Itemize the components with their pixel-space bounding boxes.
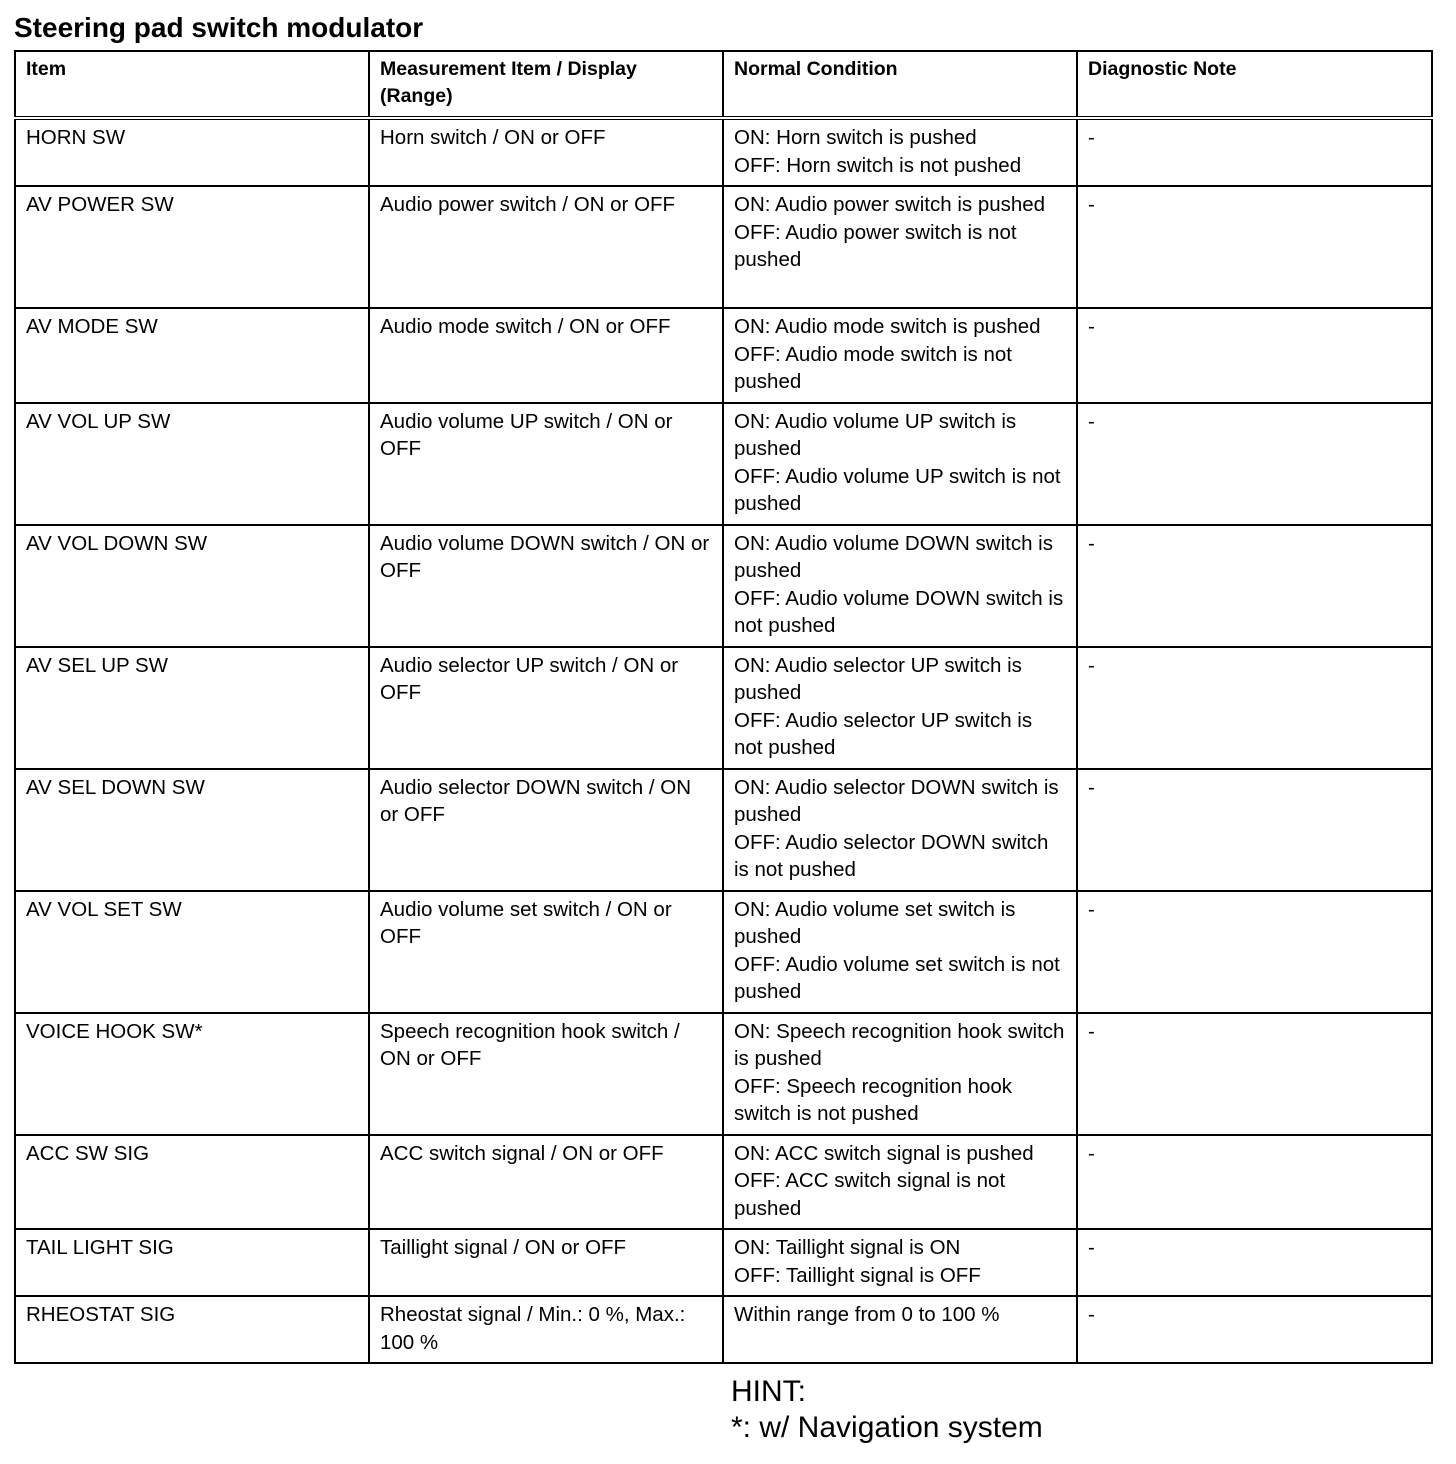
- cell-item: TAIL LIGHT SIG: [15, 1229, 369, 1296]
- normal-condition-on: ON: Audio volume set switch is pushed: [734, 897, 1016, 948]
- cell-normal-condition: [723, 1135, 1077, 1230]
- normal-condition-on: ON: Audio volume UP switch is pushed: [734, 409, 1017, 460]
- cell-diagnostic-note: -: [1077, 769, 1432, 891]
- normal-condition-off: OFF: Audio power switch is not pushed: [734, 220, 1017, 271]
- cell-item: RHEOSTAT SIG: [15, 1296, 369, 1363]
- hint-text: *: w/ Navigation system: [731, 1411, 1043, 1444]
- cell-measurement: Audio selector DOWN switch / ON or OFF: [369, 769, 723, 891]
- cell-diagnostic-note: -: [1077, 118, 1432, 186]
- table-row: [15, 1296, 1432, 1363]
- cell-normal-condition: [723, 308, 1077, 403]
- table-row: [15, 403, 1432, 525]
- table-row: [15, 186, 1432, 308]
- table-row: [15, 525, 1432, 647]
- normal-condition-off: OFF: Horn switch is not pushed: [734, 153, 1022, 177]
- header-measurement: Measurement Item / Display (Range): [369, 51, 723, 118]
- cell-item: AV SEL UP SW: [15, 647, 369, 769]
- table-row: [15, 891, 1432, 1013]
- normal-condition-on: ON: ACC switch signal is pushed: [734, 1141, 1034, 1165]
- cell-measurement: Speech recognition hook switch / ON or OFF: [369, 1013, 723, 1135]
- table-row: [15, 647, 1432, 769]
- cell-item: AV POWER SW: [15, 186, 369, 308]
- data-list-table: [14, 50, 1433, 1364]
- hint-label: HINT:: [731, 1375, 806, 1408]
- cell-normal-condition: [723, 1013, 1077, 1135]
- table-row: [15, 1135, 1432, 1230]
- normal-condition-on: ON: Audio volume DOWN switch is pushed: [734, 531, 1053, 582]
- header-item: Item: [15, 51, 369, 118]
- cell-item: VOICE HOOK SW*: [15, 1013, 369, 1135]
- cell-item: AV MODE SW: [15, 308, 369, 403]
- normal-condition-off: OFF: Audio volume DOWN switch is not pushed: [734, 586, 1064, 637]
- cell-measurement: ACC switch signal / ON or OFF: [369, 1135, 723, 1230]
- cell-normal-condition: [723, 186, 1077, 308]
- normal-condition-on: ON: Horn switch is pushed: [734, 126, 977, 149]
- normal-condition-on: ON: Audio selector DOWN switch is pushed: [734, 775, 1059, 826]
- normal-condition-on: ON: Taillight signal is ON: [734, 1236, 961, 1259]
- cell-diagnostic-note: -: [1077, 525, 1432, 647]
- table-row: [15, 308, 1432, 403]
- table-body: [15, 118, 1432, 1363]
- cell-diagnostic-note: -: [1077, 308, 1432, 403]
- cell-measurement: Audio selector UP switch / ON or OFF: [369, 647, 723, 769]
- header-normal-condition: Normal Condition: [723, 51, 1077, 118]
- cell-item: HORN SW: [15, 118, 369, 186]
- cell-normal-condition: [723, 118, 1077, 186]
- cell-normal-condition: [723, 891, 1077, 1013]
- normal-condition-off: OFF: Audio selector UP switch is not pushed: [734, 708, 1033, 759]
- cell-measurement: Audio volume DOWN switch / ON or OFF: [369, 525, 723, 647]
- cell-normal-condition: [723, 525, 1077, 647]
- cell-item: AV SEL DOWN SW: [15, 769, 369, 891]
- cell-diagnostic-note: -: [1077, 891, 1432, 1013]
- cell-measurement: Audio power switch / ON or OFF: [369, 186, 723, 308]
- cell-measurement: Rheostat signal / Min.: 0 %, Max.: 100 %: [369, 1296, 723, 1363]
- cell-measurement: Audio mode switch / ON or OFF: [369, 308, 723, 403]
- table-row: [15, 118, 1432, 186]
- header-diagnostic-note: Diagnostic Note: [1077, 51, 1432, 118]
- cell-item: ACC SW SIG: [15, 1135, 369, 1230]
- normal-condition-on: ON: Audio mode switch is pushed: [734, 315, 1041, 338]
- cell-diagnostic-note: -: [1077, 647, 1432, 769]
- normal-condition-off: OFF: ACC switch signal is not pushed: [734, 1169, 1006, 1220]
- table-row: [15, 1013, 1432, 1135]
- table-header-row: [15, 51, 1432, 118]
- normal-condition-off: OFF: Audio selector DOWN switch is not pushed: [734, 830, 1049, 881]
- cell-normal-condition: [723, 647, 1077, 769]
- normal-condition-on: ON: Speech recognition hook switch is pushed: [734, 1019, 1065, 1070]
- table-row: [15, 769, 1432, 891]
- cell-normal-condition: [723, 1296, 1077, 1363]
- hint-block: [731, 1374, 1043, 1446]
- cell-diagnostic-note: -: [1077, 1229, 1432, 1296]
- cell-measurement: Audio volume UP switch / ON or OFF: [369, 403, 723, 525]
- cell-diagnostic-note: -: [1077, 403, 1432, 525]
- normal-condition-off: OFF: Audio volume set switch is not pushed: [734, 952, 1060, 1003]
- cell-diagnostic-note: -: [1077, 1013, 1432, 1135]
- normal-condition-on: ON: Audio selector UP switch is pushed: [734, 653, 1022, 704]
- cell-measurement: Audio volume set switch / ON or OFF: [369, 891, 723, 1013]
- cell-item: AV VOL SET SW: [15, 891, 369, 1013]
- normal-condition-off: OFF: Audio mode switch is not pushed: [734, 342, 1013, 393]
- table-header: [15, 51, 1432, 118]
- cell-normal-condition: [723, 1229, 1077, 1296]
- normal-condition-off: OFF: Taillight signal is OFF: [734, 1263, 981, 1287]
- page-title: Steering pad switch modulator: [14, 12, 424, 43]
- cell-measurement: Taillight signal / ON or OFF: [369, 1229, 723, 1296]
- cell-diagnostic-note: -: [1077, 186, 1432, 308]
- cell-diagnostic-note: -: [1077, 1135, 1432, 1230]
- cell-item: AV VOL UP SW: [15, 403, 369, 525]
- table-row: [15, 1229, 1432, 1296]
- cell-normal-condition: [723, 769, 1077, 891]
- normal-condition-off: OFF: Audio volume UP switch is not pushed: [734, 464, 1061, 515]
- normal-condition-on: Within range from 0 to 100 %: [734, 1303, 1000, 1326]
- cell-diagnostic-note: -: [1077, 1296, 1432, 1363]
- cell-measurement: Horn switch / ON or OFF: [369, 118, 723, 186]
- cell-normal-condition: [723, 403, 1077, 525]
- cell-item: AV VOL DOWN SW: [15, 525, 369, 647]
- normal-condition-off: OFF: Speech recognition hook switch is not pushed: [734, 1074, 1013, 1125]
- normal-condition-on: ON: Audio power switch is pushed: [734, 193, 1046, 216]
